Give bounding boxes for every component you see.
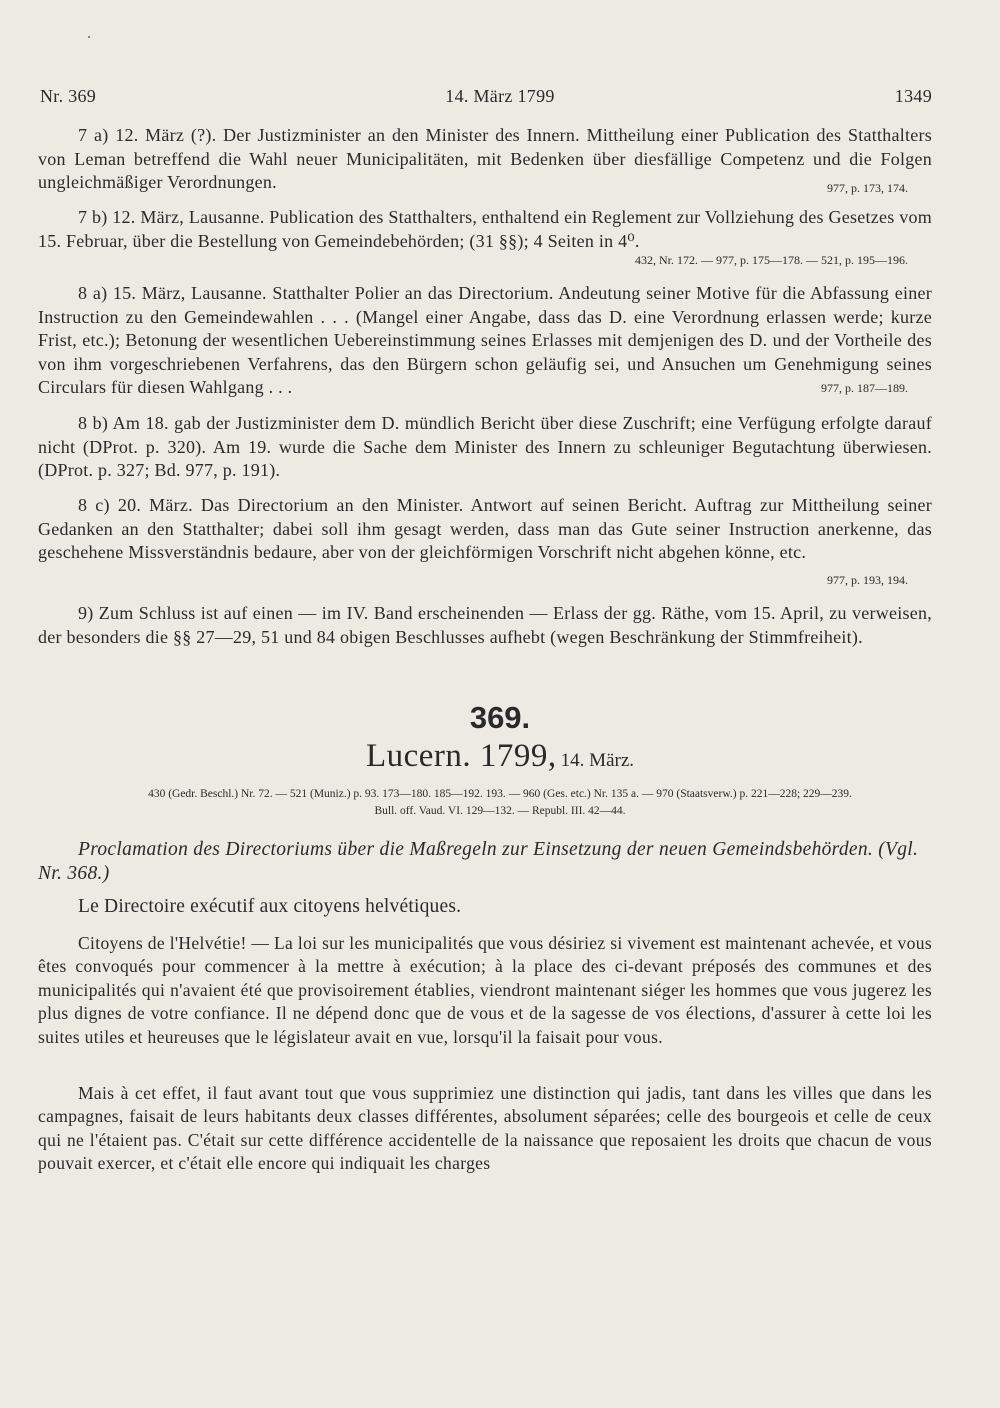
entry-text: 7 b) 12. März, Lausanne. Publication des Statthalters, enthaltend ein Reglement zur Vollziehung des Gesetzes vom 15. Februar, über die Bestellung von Gemeindebehörden; (31 §§); 4 Seiten in 4⁰. bbox=[38, 207, 932, 251]
entry-8c bbox=[38, 494, 932, 565]
entry-reference: 977, p. 173, 174. bbox=[827, 181, 908, 195]
entry-reference: 977, p. 187—189. bbox=[821, 381, 908, 395]
entry-9 bbox=[38, 602, 932, 649]
document-number: 369. bbox=[469, 700, 531, 735]
entry-reference: 432, Nr. 172. — 977, p. 175—178. — 521, p. 195—196. bbox=[635, 253, 908, 267]
entry-text: 8 a) 15. März, Lausanne. Statthalter Polier an das Directorium. Andeutung seiner Motive für die Abfassung einer Instruction zu den Gemeindewahlen . . . (Mangel einer Angabe, dass das D. eine Verordnung erlassen werde; kurze Frist, etc.); Betonung der wesentlichen Uebereinstimmung seines Erlasses mit demjenigen des D. und der Vortheile des von ihm vorgeschriebenen Verfahrens, das den Bürgern schon geläufig sei, und Ansuchen um Genehmigung seines Circulars für diesen Wahlgang . . . bbox=[38, 283, 932, 397]
scan-speck bbox=[88, 36, 90, 38]
sources-line-2: Bull. off. Vaud. VI. 129—132. — Republ. III. 42—44. bbox=[374, 805, 626, 817]
entry-7b bbox=[38, 206, 932, 253]
entry-8b bbox=[38, 412, 932, 483]
document-heading: Le Directoire exécutif aux citoyens helvétiques. bbox=[78, 896, 462, 917]
sources-line-1: 430 (Gedr. Beschl.) Nr. 72. — 521 (Muniz.) p. 93. 173—180. 185—192. 193. — 960 (Ges. etc.) Nr. 135 a. — 970 (Staatsverw.) p. 221—228; 229—239. bbox=[148, 788, 852, 800]
header-record-number: Nr. 369 bbox=[40, 86, 97, 106]
header-page-number: 1349 bbox=[894, 86, 932, 106]
entry-text: 8 c) 20. März. Das Directorium an den Minister. Antwort auf seinen Bericht. Auftrag zur Mittheilung seiner Gedanken an den Statthalter; dabei soll ihm gesagt werden, dass man das Gute seiner Instruction anerkenne, das geschehene Missverständnis bedaure, aber von der gleichförmigen Vorschrift nicht abgehen könne, etc. bbox=[38, 495, 932, 562]
document-place-year: Lucern. 1799, bbox=[365, 738, 557, 774]
entry-text: 8 b) Am 18. gab der Justizminister dem D. mündlich Bericht über diese Zuschrift; eine Verfügung erfolgte darauf nicht (DProt. p. 320). Am 19. wurde die Sache dem Minister des Innern zu schleuniger Begutachtung überwiesen. (DProt. p. 327; Bd. 977, p. 191). bbox=[38, 413, 932, 480]
document-place-date bbox=[0, 738, 1000, 775]
body-paragraph: Mais à cet effet, il faut avant tout que vous supprimiez une distinction qui jadis, tant dans les villes que dans les campagnes, faisait de leurs habitants deux classes différentes, absolument séparées; celle des bourgeois et celle de ceux qui ne l'étaient pas. C'était sur cette différence accidentelle de la naissance que reposaient les droits que chacun de vous pouvait exercer, et c'était elle encore qui indiquait les charges bbox=[38, 1083, 932, 1174]
document-title: Proclamation des Directoriums über die Maßregeln zur Einsetzung der neuen Gemeindsbehörden. (Vgl. Nr. 368.) bbox=[38, 839, 919, 884]
header-date: 14. März 1799 bbox=[445, 86, 555, 106]
document-date: 14. März. bbox=[560, 750, 635, 771]
entry-reference: 977, p. 193, 194. bbox=[827, 573, 908, 587]
entry-text: 9) Zum Schluss ist auf einen — im IV. Band erscheinenden — Erlass der gg. Räthe, vom 15. April, zu verweisen, der besonders die §§ 27—29, 51 und 84 obigen Beschlusses aufhebt (wegen Beschränkung der Stimmfreiheit). bbox=[38, 603, 932, 647]
body-paragraph: Citoyens de l'Helvétie! — La loi sur les municipalités que vous désiriez si vivement est maintenant achevée, et vous êtes convoqués pour commencer à la mettre à exécution; à la place des ci-devant préposés des communes et des municipalités qui n'avaient été que provisoirement établies, viendront maintenant siéger les hommes que vous jugerez les plus dignes de votre confiance. Il ne dépend donc que de vous et de la sagesse de vos élections, d'assurer à cette loi les suites utiles et heureuses que le législateur avait en vue, lorsqu'il la faisait pour vous. bbox=[38, 933, 932, 1047]
entry-text: 7 a) 12. März (?). Der Justizminister an den Minister des Innern. Mittheilung einer Publication des Statthalters von Leman betreffend die Wahl neuer Municipalitäten, mit Bedenken über diesfällige Competenz und die Folgen ungleichmäßiger Verordnungen. bbox=[38, 125, 932, 192]
